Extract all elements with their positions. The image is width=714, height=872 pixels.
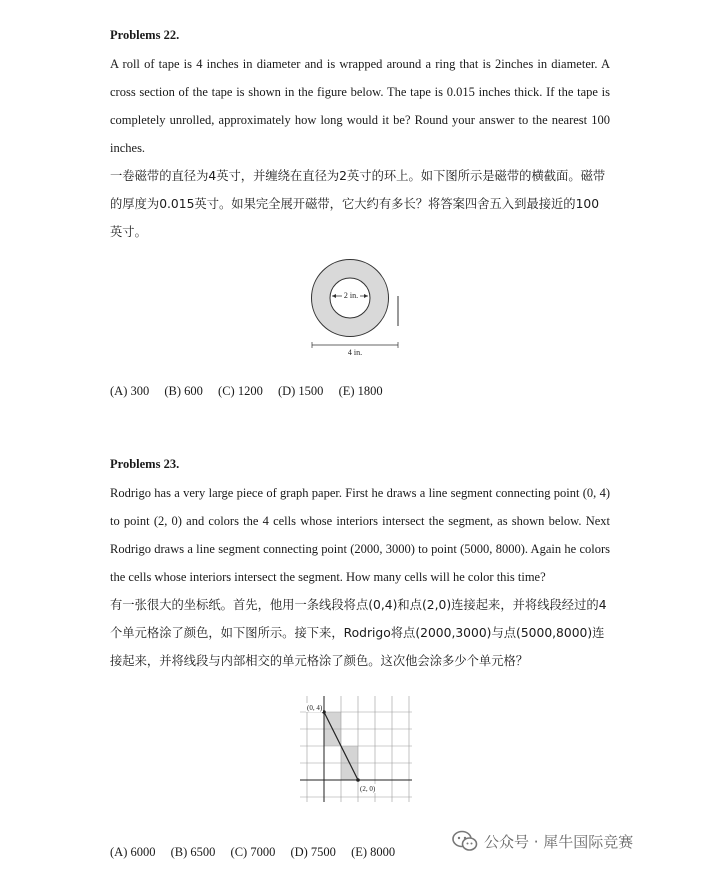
problem-22-choices (110, 384, 395, 399)
shaded-cell (341, 746, 358, 763)
inner-diameter-label: 2 in. (343, 291, 359, 300)
outer-diameter-label: 4 in. (347, 348, 363, 357)
choice-c: (C) 7000 (230, 845, 276, 859)
tape-roll-figure (310, 258, 410, 358)
problem-23-choices (110, 845, 407, 860)
start-point-label: (0, 4) (307, 704, 323, 712)
problem-22-text-cn: 一卷磁带的直径为4英寸，并缠绕在直径为2英寸的环上。如下图所示是磁带的横截面。磁带的厚度为0.015英寸。如果完全展开磁带，它大约有多长？将答案四舍五入到最接近的100英寸。 (110, 169, 606, 239)
choice-a: (A) 6000 (110, 845, 156, 859)
choice-b: (B) 6500 (170, 845, 216, 859)
problem-22-heading: Problems 22. (110, 28, 180, 42)
choice-d: (D) 1500 (277, 384, 324, 398)
end-point-label: (2, 0) (360, 785, 376, 793)
shaded-cell (341, 763, 358, 780)
graph-paper-figure (300, 696, 414, 804)
wechat-icon (452, 830, 478, 852)
problem-22-text-en: A roll of tape is 4 inches in diameter and is wrapped around a ring that is 2inches in diameter. A cross section of the tape is shown in the figure below. The tape is 0.015 inches thick. If the tape is completely unrolled, approximately how long would it be? Round your answer to the nearest 100 inches. (110, 57, 610, 155)
choice-d: (D) 7500 (290, 845, 336, 859)
choice-e: (E) 1800 (338, 384, 383, 398)
choice-e: (E) 8000 (351, 845, 396, 859)
problem-23-heading: Problems 23. (110, 457, 180, 471)
end-point (356, 778, 360, 782)
wechat-watermark (452, 830, 633, 852)
choice-a: (A) 300 (110, 384, 150, 398)
problem-23-text-en: Rodrigo has a very large piece of graph paper. First he draws a line segment connecting point (0, 4) to point (2, 0) and colors the 4 cells whose interiors intersect the segment, as shown below. Next Rodrigo draws a line segment connecting point (2000, 3000) to point (5000, 8000). Again he colors the cells whose interiors intersect the segment. How many cells will he color this time? (110, 486, 610, 584)
choice-b: (B) 600 (164, 384, 203, 398)
shaded-cell (324, 712, 341, 729)
watermark-text: 公众号 · 犀牛国际竞赛 (484, 832, 634, 851)
choice-c: (C) 1200 (218, 384, 263, 398)
shaded-cell (324, 729, 341, 746)
problem-23-text-cn: 有一张很大的坐标纸。首先，他用一条线段将点(0,4)和点(2,0)连接起来，并将线段经过的4个单元格涂了颜色，如下图所示。接下来，Rodrigo将点(2000,3000)与点(5000,8000)连接起来，并将线段与内部相交的单元格涂了颜色。这次他会涂多少个单元格？ (110, 598, 607, 668)
